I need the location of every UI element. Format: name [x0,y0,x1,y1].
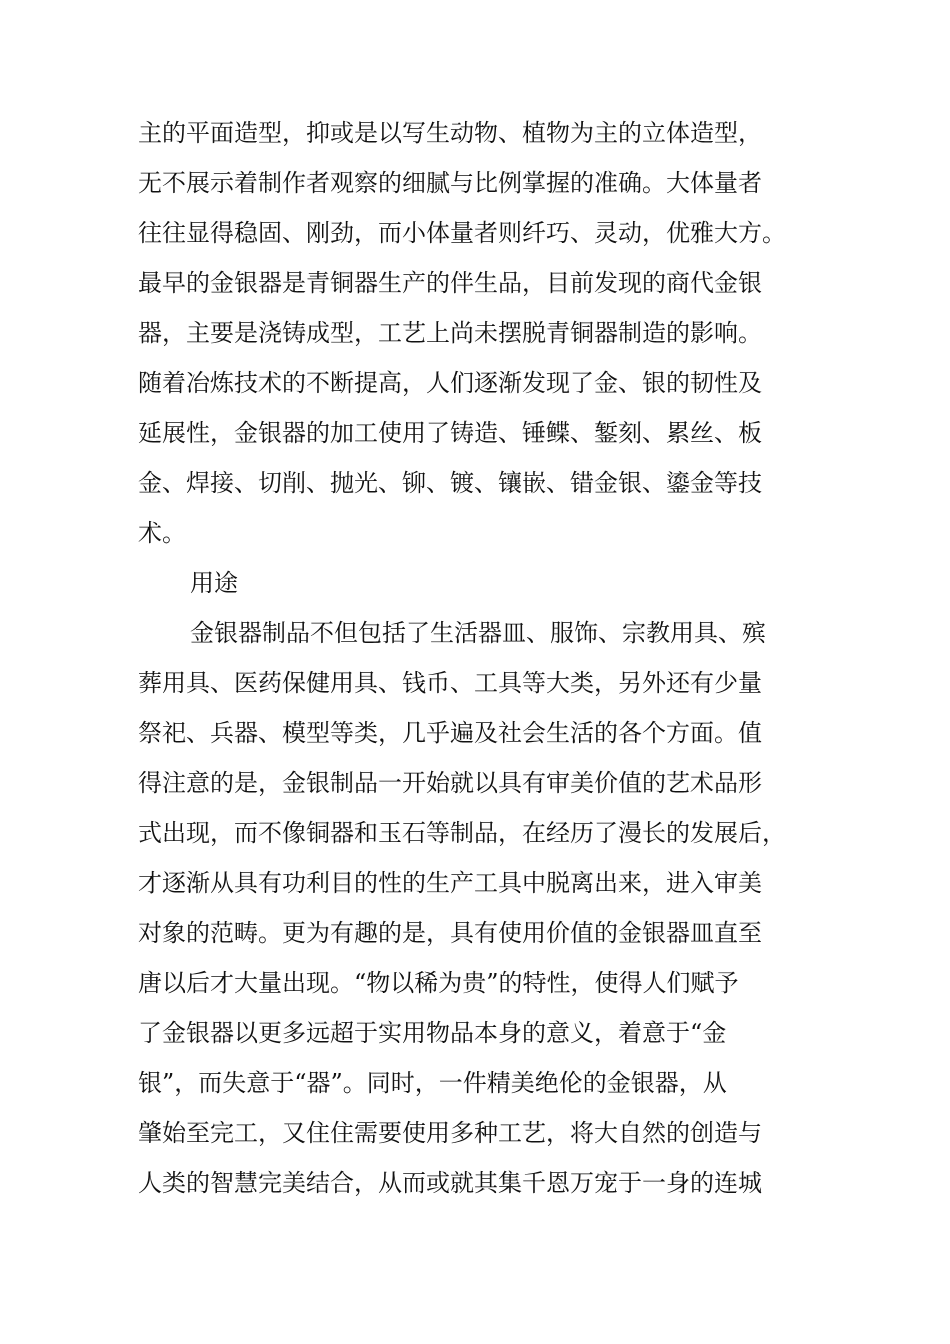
paragraph-line: 才逐渐从具有功利目的性的生产工具中脱离出来，进入审美 [138,869,762,897]
paragraph-line: 随着冶炼技术的不断提高，人们逐渐发现了金、银的韧性及 [138,369,762,397]
paragraph-line: 最早的金银器是青铜器生产的伴生品，目前发现的商代金银 [138,269,762,297]
paragraph-line: 无不展示着制作者观察的细腻与比例掌握的准确。大体量者 [138,169,762,197]
paragraph-line: 往往显得稳固、刚劲，而小体量者则纤巧、灵动，优雅大方。 [138,219,786,247]
paragraph-line: 器，主要是浇铸成型，工艺上尚未摆脱青铜器制造的影响。 [138,319,762,347]
paragraph-line: 主的平面造型，抑或是以写生动物、植物为主的立体造型， [138,119,762,147]
paragraph-line: 唐以后才大量出现。“物以稀为贵”的特性，使得人们赋予 [138,969,739,997]
section-heading: 用途 [190,569,238,597]
paragraph-line: 葬用具、医药保健用具、钱币、工具等大类，另外还有少量 [138,669,762,697]
paragraph-line: 肇始至完工，又住住需要使用多种工艺，将大自然的创造与 [138,1119,762,1147]
paragraph-line: 得注意的是，金银制品一开始就以具有审美价值的艺术品形 [138,769,762,797]
paragraph-line: 人类的智慧完美结合，从而或就其集千恩万宠于一身的连城 [138,1169,762,1197]
paragraph-line: 了金银器以更多远超于实用物品本身的意义，着意于“金 [138,1019,727,1047]
paragraph-line: 金银器制品不但包括了生活器皿、服饰、宗教用具、殡 [190,619,766,647]
paragraph-line: 金、焊接、切削、抛光、铆、镀、镶嵌、错金银、鎏金等技 [138,469,762,497]
paragraph-line: 术。 [138,519,186,547]
paragraph-line: 延展性，金银器的加工使用了铸造、锤鲽、錾刻、累丝、板 [138,419,762,447]
paragraph-line: 对象的范畴。更为有趣的是，具有使用价值的金银器皿直至 [138,919,762,947]
paragraph-line: 式出现，而不像铜器和玉石等制品，在经历了漫长的发展后， [138,819,786,847]
paragraph-line: 银”，而失意于“器”。同时，一件精美绝伦的金银器，从 [138,1069,727,1097]
paragraph-line: 祭祀、兵器、模型等类，几乎遍及社会生活的各个方面。值 [138,719,762,747]
